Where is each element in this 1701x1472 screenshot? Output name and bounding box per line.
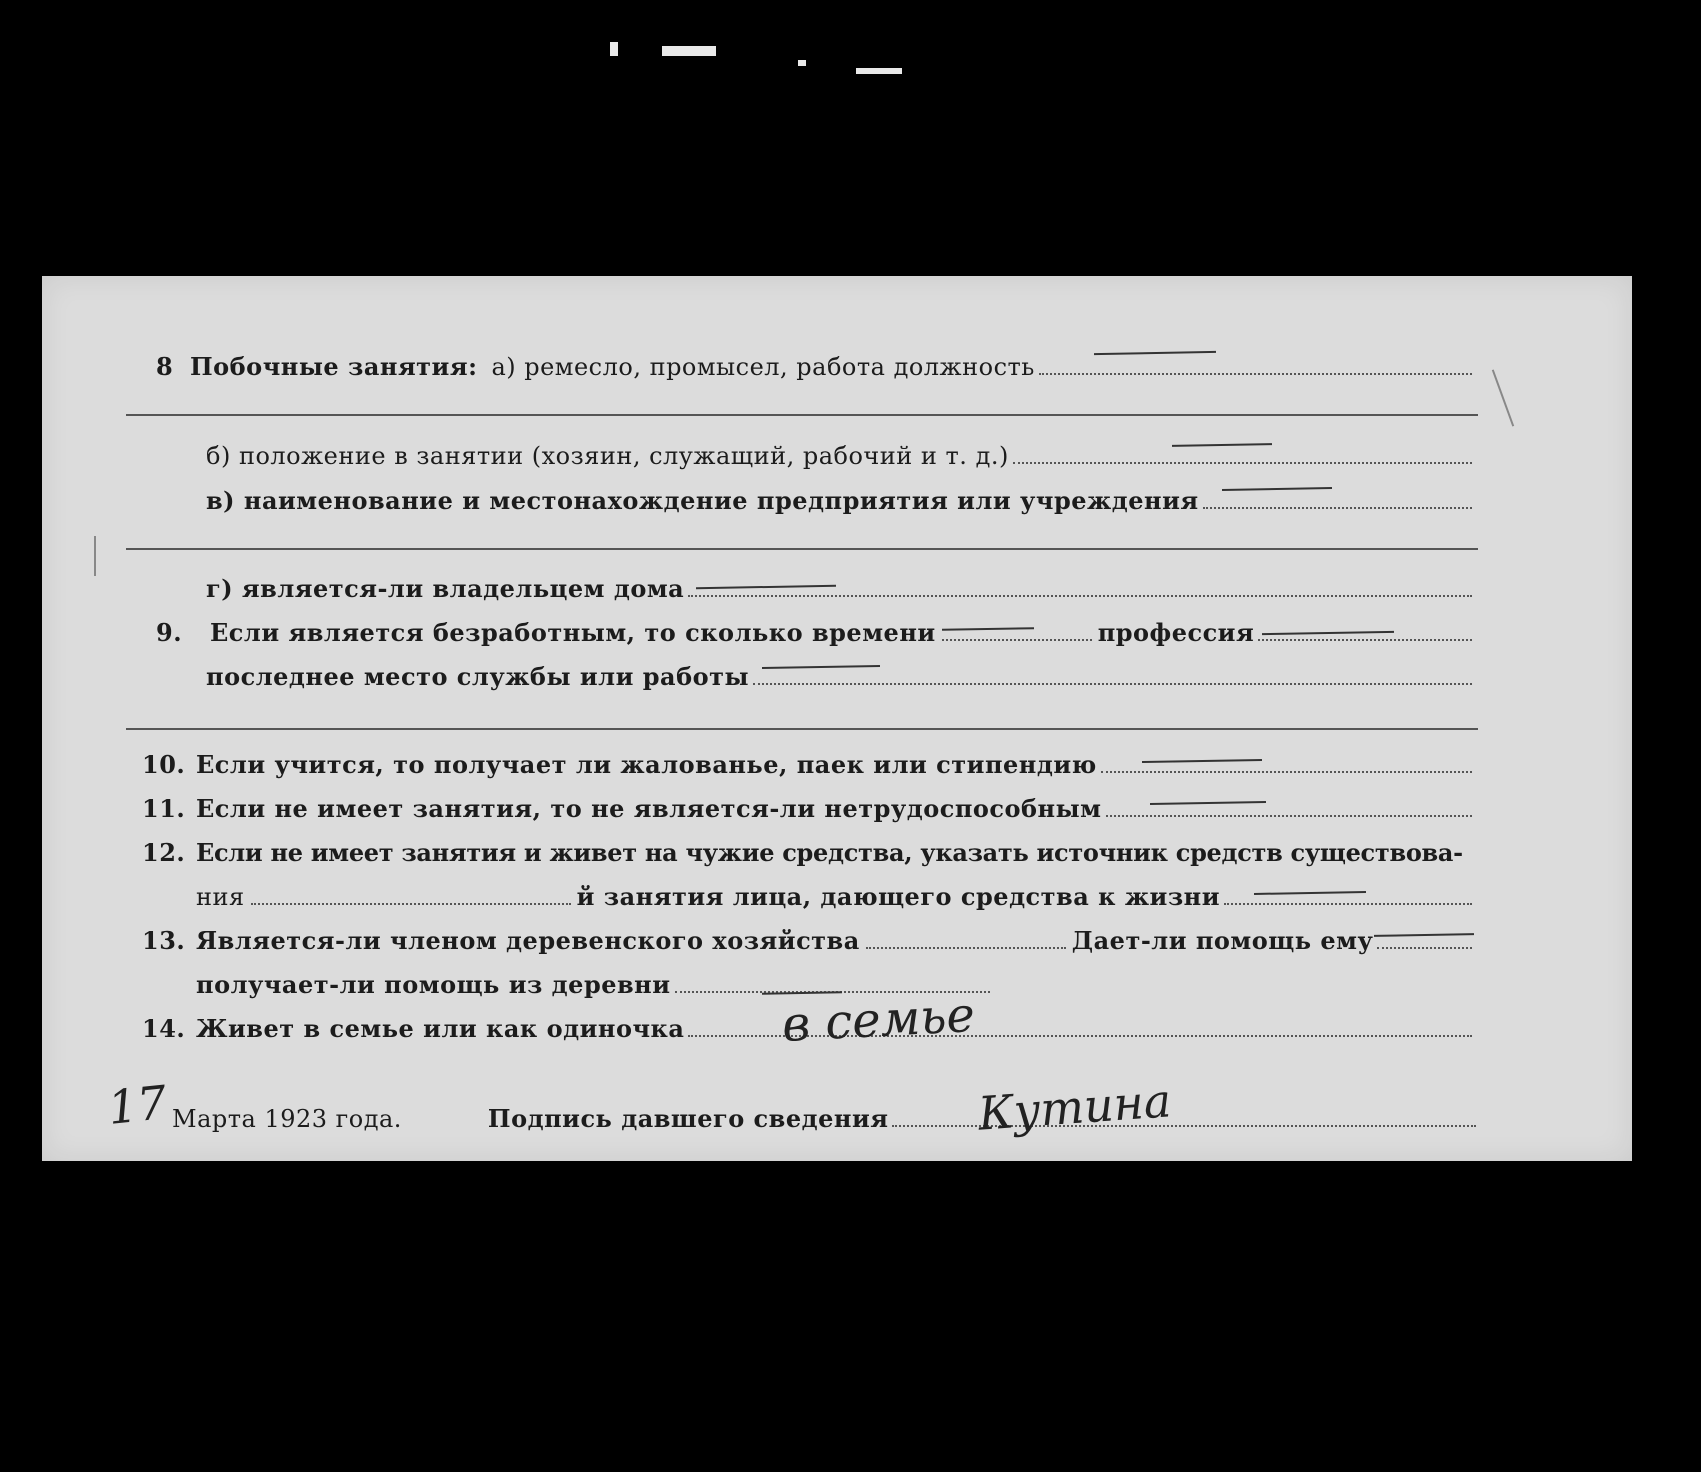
q8-v-line <box>1203 506 1472 509</box>
q10-text: Если учится, то получает ли жалованье, паек или стипендию <box>196 750 1097 779</box>
q13-help-line <box>1377 946 1472 949</box>
census-card <box>42 276 1632 1161</box>
q8-row-g <box>206 574 1478 603</box>
q8-g-text: г) является-ли владельцем дома <box>206 574 685 603</box>
footer-date: Марта 1923 года. <box>172 1105 402 1133</box>
footer-day-handwritten: 17 <box>105 1075 170 1135</box>
q9-line2-text: последнее место службы или работы <box>206 662 750 691</box>
q9-profession-label: профессия <box>1097 618 1255 647</box>
q11-text: Если не имеет занятия, то не является-ли нетрудоспособным <box>196 794 1102 823</box>
q12-cont2-line <box>1224 902 1472 905</box>
q13-line2-text: получает-ли помощь из деревни <box>196 970 671 999</box>
rule <box>126 728 1478 730</box>
q9-number: 9. <box>156 618 183 647</box>
rule <box>126 414 1478 416</box>
q8-g-line <box>688 594 1472 597</box>
q13-help-label: Дает-ли помощь ему <box>1071 926 1374 955</box>
q9-text: Если является безработным, то сколько времени <box>210 618 936 647</box>
q14-text: Живет в семье или как одиночка <box>196 1014 685 1043</box>
q12-row-2 <box>196 882 1478 911</box>
footer-signature-label: Подпись давшего сведения <box>487 1104 889 1133</box>
pencil-mark <box>94 536 96 576</box>
q9-profession-line <box>1258 638 1472 641</box>
q12-cont2-text: й занятия лица, дающего средства к жизни <box>576 882 1221 911</box>
q10-line <box>1101 770 1472 773</box>
q10-number: 10. <box>142 750 186 779</box>
q9-line2-line <box>753 682 1472 685</box>
q12-cont-text: ния <box>196 883 245 911</box>
q12-text: Если не имеет занятия и живет на чужие средства, указать источник средств существова- <box>196 838 1463 867</box>
q8-a-line <box>1039 372 1472 375</box>
q8-a-text: а) ремесло, промысел, работа должность <box>491 353 1035 381</box>
q13-row <box>142 926 1478 955</box>
q8-v-text: в) наименование и местонахождение предприятия или учреждения <box>206 486 1199 515</box>
q13-text: Является-ли членом деревенского хозяйства <box>196 926 860 955</box>
footer-row <box>172 1104 1482 1133</box>
q8-b-text: б) положение в занятии (хозяин, служащий, рабочий и т. д.) <box>206 442 1009 470</box>
q8-b-line <box>1013 461 1472 464</box>
q12-number: 12. <box>142 838 186 867</box>
q8-row-a <box>156 352 1478 381</box>
q10-row <box>142 750 1478 779</box>
film-fragment <box>610 42 618 56</box>
q11-number: 11. <box>142 794 186 823</box>
q8-row-b <box>206 442 1478 470</box>
q13-number: 13. <box>142 926 186 955</box>
q8-label: Побочные занятия: <box>190 352 478 381</box>
q13-member-line <box>866 946 1066 949</box>
q8-number: 8 <box>156 352 174 381</box>
q9-time-line <box>942 638 1092 641</box>
q11-line <box>1106 814 1472 817</box>
q12-row <box>142 838 1478 867</box>
q14-handwritten-answer: в семье <box>780 986 977 1054</box>
pencil-mark <box>1492 369 1514 426</box>
q12-source-line <box>251 902 571 905</box>
q14-number: 14. <box>142 1014 186 1043</box>
rule <box>126 548 1478 550</box>
q11-row <box>142 794 1478 823</box>
film-fragment <box>662 46 716 56</box>
film-fragment <box>856 68 902 74</box>
film-fragment <box>798 60 806 66</box>
q8-row-v <box>206 486 1478 515</box>
footer-signature: Кутина <box>976 1073 1173 1141</box>
